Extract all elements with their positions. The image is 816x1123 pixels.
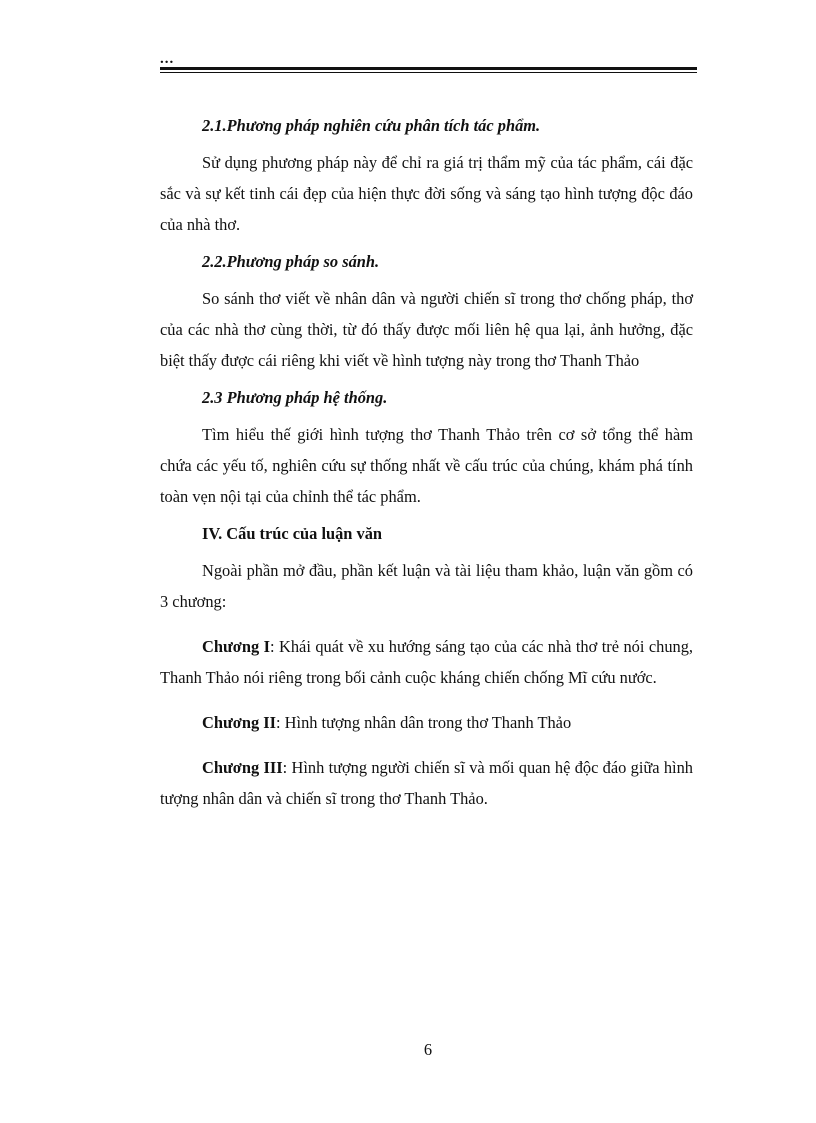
structure-heading: IV. Cấu trúc của luận văn (202, 524, 383, 543)
section-text-2-3: Tìm hiểu thế giới hình tượng thơ Thanh Thảo trên cơ sở tổng thể hàm chứa các yếu tố, nghiên cứu sự thống nhất về cấu trúc của chúng, khám phá tính toàn vẹn nội tại của chỉnh thể tác phẩm. (160, 425, 693, 506)
chapter-3-label: Chương III (202, 758, 283, 777)
chapter-2 (160, 707, 693, 738)
section-text-2-2: So sánh thơ viết về nhân dân và người chiến sĩ trong thơ chống pháp, thơ của các nhà thơ cùng thời, từ đó thấy được mối liên hệ qua lại, ảnh hưởng, đặc biệt thấy được cái riêng khi viết về hình tượng này trong thơ Thanh Thảo (160, 289, 693, 370)
section-heading-2-3: 2.3 Phương pháp hệ thống. (202, 388, 388, 407)
section-heading-2-1: 2.1.Phương pháp nghiên cứu phân tích tác phẩm. (202, 116, 541, 135)
section-heading-2-2: 2.2.Phương pháp so sánh. (202, 252, 380, 271)
header-rule-thick (160, 67, 697, 70)
chapter-3-text: : Hình tượng người chiến sĩ và mối quan hệ độc đáo giữa hình tượng nhân dân và chiến sĩ trong thơ Thanh Thảo. (160, 758, 693, 808)
chapter-1-text: : Khái quát về xu hướng sáng tạo của các nhà thơ trẻ nói chung, Thanh Thảo nói riêng trong bối cảnh cuộc kháng chiến chống Mĩ cứu nước. (160, 637, 694, 687)
chapter-2-text: : Hình tượng nhân dân trong thơ Thanh Thảo (276, 713, 572, 732)
page-body (160, 112, 693, 814)
chapter-2-label: Chương II (202, 713, 277, 732)
header-rule-thin (160, 72, 697, 73)
section-text-2-1: Sử dụng phương pháp này để chỉ ra giá trị thẩm mỹ của tác phẩm, cái đặc sắc và sự kết tinh cái đẹp của hiện thực đời sống và sáng tạo hình tượng độc đáo của nhà thơ. (160, 153, 693, 234)
chapter-3 (160, 752, 693, 814)
chapter-1-label: Chương I (202, 637, 271, 656)
header-ellipsis: ... (160, 51, 175, 67)
structure-intro: Ngoài phần mở đầu, phần kết luận và tài liệu tham khảo, luận văn gồm có 3 chương: (160, 561, 693, 611)
page-number: 6 (423, 1040, 433, 1059)
chapter-1 (160, 631, 693, 693)
